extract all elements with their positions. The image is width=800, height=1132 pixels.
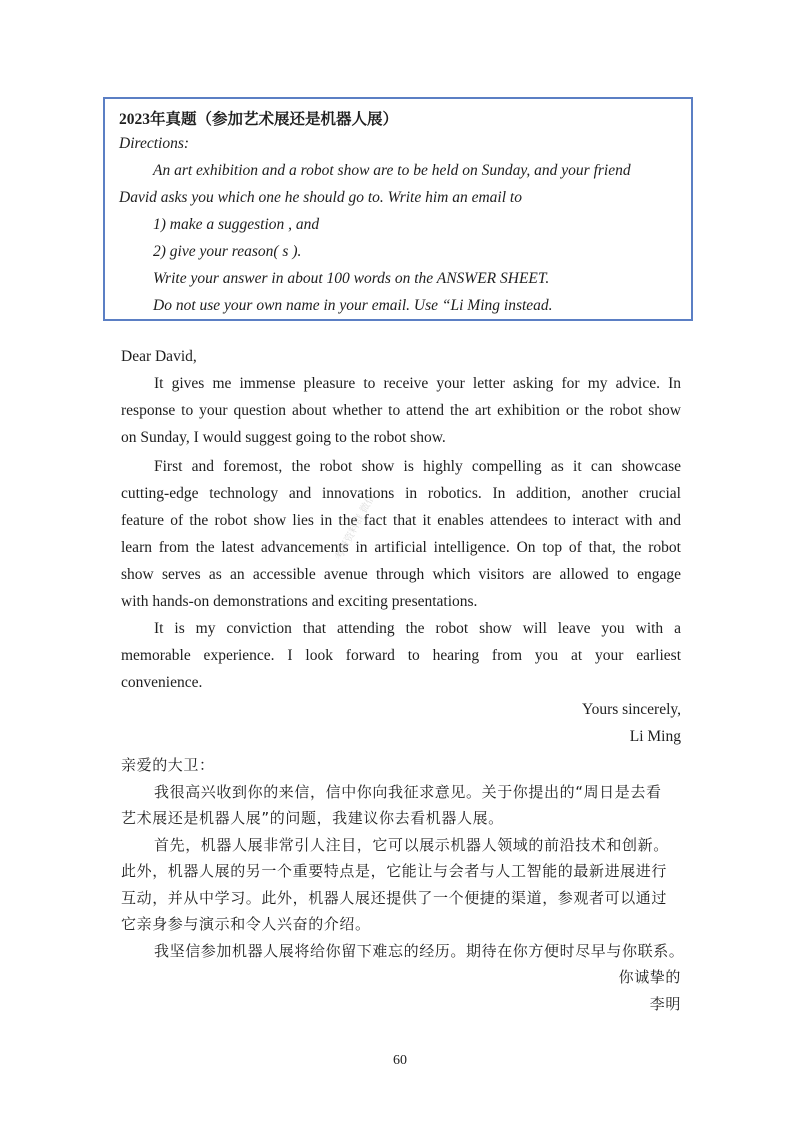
cn-line: 它亲身参与演示和令人兴奋的介绍。 [121,915,371,933]
exam-prompt-box [103,97,693,321]
cn-salutation: 亲爱的大卫： [121,756,215,774]
cn-closing: 你诚挚的 [618,968,681,986]
letter-line: It gives me immense pleasure to receive your letter asking for my advice. In [154,375,681,392]
letter-line: feature of the robot show lies in the fact that it enables attendees to interact with and [121,512,681,529]
cn-line: 此外，机器人展的另一个重要特点是，它能让与会者与人工智能的最新进展进行 [121,862,668,880]
cn-line: 互动，并从中学习。此外，机器人展还提供了一个便捷的渠道，参观者可以通过 [121,889,668,907]
cn-line: 首先，机器人展非常引人注目，它可以展示机器人领域的前沿技术和创新。 [154,836,669,854]
letter-line: response to your question about whether to attend the art exhibition or the robot show [121,402,681,419]
cn-signature: 李明 [649,995,681,1013]
letter-line: First and foremost, the robot show is highly compelling as it can showcase [154,458,681,475]
letter-closing: Yours sincerely, [581,701,681,718]
prompt-line: Write your answer in about 100 words on the ANSWER SHEET. [153,270,550,287]
letter-line: convenience. [121,674,203,691]
cn-line: 我很高兴收到你的来信，信中你向我征求意见。关于你提出的“周日是去看 [154,783,662,801]
prompt-line: An art exhibition and a robot show are to be held on Sunday, and your friend [153,162,631,179]
letter-signature: Li Ming [629,728,681,745]
prompt-title: 2023年真题（参加艺术展还是机器人展） [119,111,399,128]
letter-line: memorable experience. I look forward to hearing from you at your earliest [121,647,681,664]
letter-line: It is my conviction that attending the robot show will leave you with a [154,620,681,637]
cn-line: 我坚信参加机器人展将给你留下难忘的经历。期待在你方便时尽早与你联系。 [154,942,685,960]
watermark: 考研资料群 微信 [333,492,378,563]
cn-line: 艺术展还是机器人展”的问题，我建议你去看机器人展。 [121,809,504,827]
prompt-line: 2) give your reason( s ). [153,243,302,260]
letter-line: with hands-on demonstrations and exciting presentations. [121,593,478,610]
directions-label: Directions: [119,135,190,152]
letter-line: cutting-edge technology and innovations in robotics. In addition, another crucial [121,485,681,502]
letter-line: learn from the latest advancements in artificial intelligence. On top of that, the robot [121,539,681,556]
page-number: 60 [393,1053,407,1068]
letter-line: show serves as an accessible avenue through which visitors are allowed to engage [121,566,681,583]
letter-salutation: Dear David, [121,348,197,365]
prompt-line: David asks you which one he should go to. Write him an email to [119,189,522,206]
letter-line: on Sunday, I would suggest going to the robot show. [121,429,446,446]
prompt-line: 1) make a suggestion , and [153,216,320,233]
prompt-line: Do not use your own name in your email. Use “Li Ming instead. [153,297,553,314]
